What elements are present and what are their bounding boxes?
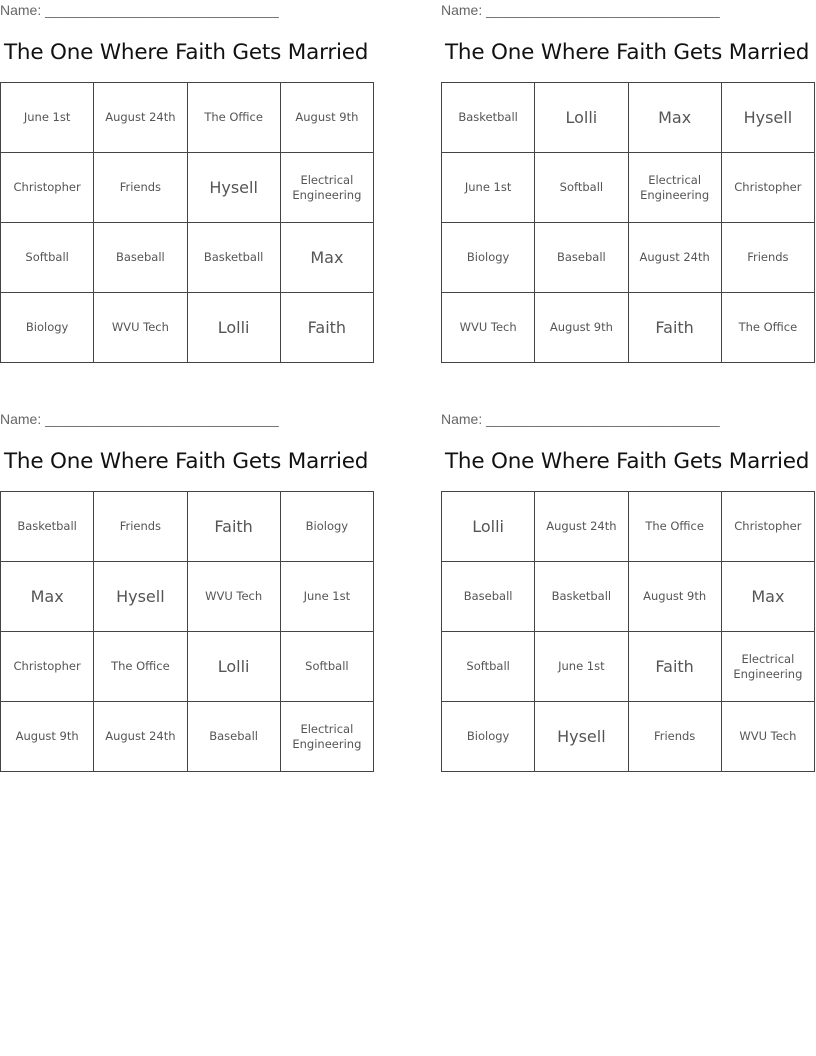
grid-row (442, 153, 815, 223)
grid-cell[interactable]: August 24th (94, 702, 187, 772)
grid-cell[interactable]: Faith (187, 492, 280, 562)
card-title: The One Where Faith Gets Married (445, 40, 810, 65)
grid-cell[interactable]: Christopher (1, 153, 94, 223)
name-field[interactable]: Name: ______________________________ (0, 411, 279, 427)
grid-cell[interactable]: Max (721, 562, 814, 632)
grid-cell[interactable]: Biology (1, 293, 94, 363)
grid-cell[interactable]: June 1st (535, 632, 628, 702)
grid-cell[interactable]: August 9th (535, 293, 628, 363)
grid-cell[interactable]: Christopher (721, 153, 814, 223)
grid-cell[interactable]: Baseball (187, 702, 280, 772)
grid-cell[interactable]: Basketball (1, 492, 94, 562)
grid-cell[interactable]: Faith (628, 632, 721, 702)
grid-cell[interactable]: August 24th (94, 83, 187, 153)
grid-cell[interactable]: Lolli (442, 492, 535, 562)
grid-cell[interactable]: Softball (280, 632, 373, 702)
grid-row (442, 293, 815, 363)
grid-row (1, 492, 374, 562)
grid-row (1, 293, 374, 363)
grid-row (1, 153, 374, 223)
grid-row (442, 702, 815, 772)
grid-cell[interactable]: Electrical Engineering (280, 702, 373, 772)
grid-cell[interactable]: Electrical Engineering (280, 153, 373, 223)
card-title: The One Where Faith Gets Married (445, 449, 810, 474)
card-title: The One Where Faith Gets Married (4, 449, 369, 474)
grid-cell[interactable]: Hysell (535, 702, 628, 772)
grid-cell[interactable]: Max (280, 223, 373, 293)
grid-cell[interactable]: Christopher (721, 492, 814, 562)
grid-cell[interactable]: The Office (94, 632, 187, 702)
grid-cell[interactable]: The Office (628, 492, 721, 562)
grid-cell[interactable]: Faith (628, 293, 721, 363)
grid-cell[interactable]: Biology (442, 223, 535, 293)
grid-cell[interactable]: Lolli (187, 293, 280, 363)
grid-cell[interactable]: Christopher (1, 632, 94, 702)
grid-cell[interactable]: Friends (94, 492, 187, 562)
grid-cell[interactable]: August 24th (628, 223, 721, 293)
grid-cell[interactable]: Baseball (94, 223, 187, 293)
grid-row (1, 702, 374, 772)
grid-row (442, 83, 815, 153)
grid-cell[interactable]: Friends (94, 153, 187, 223)
grid-cell[interactable]: Lolli (187, 632, 280, 702)
grid-row (1, 83, 374, 153)
grid-row (442, 223, 815, 293)
grid-cell[interactable]: Hysell (94, 562, 187, 632)
grid-cell[interactable]: Max (628, 83, 721, 153)
grid-cell[interactable]: Electrical Engineering (721, 632, 814, 702)
name-field[interactable]: Name: ______________________________ (441, 2, 720, 18)
grid-cell[interactable]: Softball (442, 632, 535, 702)
grid-cell[interactable]: Biology (280, 492, 373, 562)
grid-cell[interactable]: June 1st (280, 562, 373, 632)
grid-row (442, 632, 815, 702)
grid-cell[interactable]: Biology (442, 702, 535, 772)
bingo-grid (441, 82, 815, 363)
grid-cell[interactable]: Basketball (187, 223, 280, 293)
grid-cell[interactable]: Softball (1, 223, 94, 293)
grid-cell[interactable]: Max (1, 562, 94, 632)
grid-cell[interactable]: Basketball (442, 83, 535, 153)
grid-cell[interactable]: Hysell (721, 83, 814, 153)
grid-cell[interactable]: Baseball (535, 223, 628, 293)
grid-cell[interactable]: WVU Tech (442, 293, 535, 363)
grid-cell[interactable]: Lolli (535, 83, 628, 153)
grid-cell[interactable]: June 1st (1, 83, 94, 153)
grid-cell[interactable]: Hysell (187, 153, 280, 223)
grid-cell[interactable]: The Office (721, 293, 814, 363)
grid-row (1, 632, 374, 702)
card-title: The One Where Faith Gets Married (4, 40, 369, 65)
grid-row (1, 562, 374, 632)
grid-cell[interactable]: June 1st (442, 153, 535, 223)
grid-cell[interactable]: The Office (187, 83, 280, 153)
grid-cell[interactable]: Friends (628, 702, 721, 772)
grid-cell[interactable]: Softball (535, 153, 628, 223)
grid-row (1, 223, 374, 293)
grid-cell[interactable]: WVU Tech (94, 293, 187, 363)
bingo-grid (0, 491, 374, 772)
grid-row (442, 492, 815, 562)
name-field[interactable]: Name: ______________________________ (441, 411, 720, 427)
bingo-grid (441, 491, 815, 772)
grid-cell[interactable]: August 9th (1, 702, 94, 772)
grid-cell[interactable]: WVU Tech (721, 702, 814, 772)
grid-cell[interactable]: August 9th (628, 562, 721, 632)
grid-cell[interactable]: Friends (721, 223, 814, 293)
grid-cell[interactable]: Faith (280, 293, 373, 363)
grid-cell[interactable]: Baseball (442, 562, 535, 632)
grid-cell[interactable]: August 9th (280, 83, 373, 153)
grid-cell[interactable]: WVU Tech (187, 562, 280, 632)
bingo-grid (0, 82, 374, 363)
name-field[interactable]: Name: ______________________________ (0, 2, 279, 18)
grid-cell[interactable]: Electrical Engineering (628, 153, 721, 223)
grid-cell[interactable]: August 24th (535, 492, 628, 562)
grid-row (442, 562, 815, 632)
grid-cell[interactable]: Basketball (535, 562, 628, 632)
